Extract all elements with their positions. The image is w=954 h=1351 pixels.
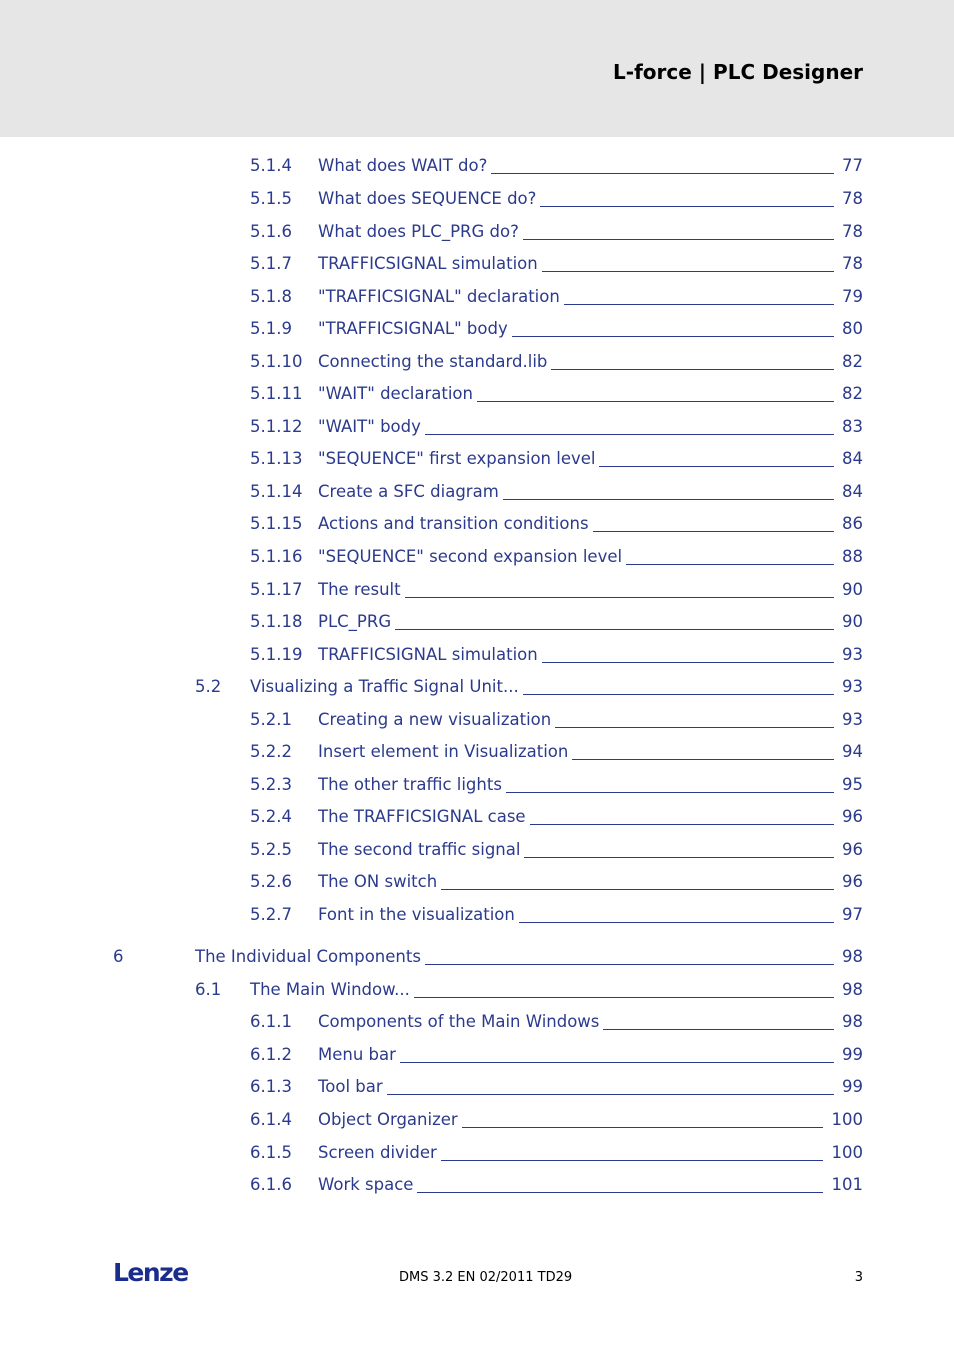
toc-title: Components of the Main Windows: [318, 1012, 600, 1031]
toc-leader-line: [395, 629, 834, 630]
toc-title: Object Organizer: [318, 1110, 458, 1129]
header-title: L-force | PLC Designer: [613, 60, 863, 84]
toc-number: 6.1.4: [250, 1110, 292, 1129]
toc-page: 78: [842, 222, 863, 241]
toc-leader-line: [477, 401, 834, 402]
toc-title: Connecting the standard.lib: [318, 352, 548, 371]
toc-leader-line: [524, 857, 834, 858]
toc-title: Font in the visualization: [318, 905, 515, 924]
toc-entry[interactable]: [250, 708, 863, 732]
toc-entry[interactable]: [250, 480, 863, 504]
toc-title: Actions and transition conditions: [318, 514, 589, 533]
toc-leader-line: [564, 304, 834, 305]
toc-entry[interactable]: [250, 220, 863, 244]
toc-page: 79: [842, 287, 863, 306]
toc-number: 5.2.6: [250, 872, 292, 891]
toc-title: The result: [318, 580, 401, 599]
toc-entry[interactable]: [250, 382, 863, 406]
toc-number: 6.1.3: [250, 1077, 292, 1096]
toc-entry[interactable]: [250, 415, 863, 439]
toc-number: 5.2.4: [250, 807, 292, 826]
toc-page: 90: [842, 612, 863, 631]
toc-leader-line: [441, 1160, 823, 1161]
toc-entry[interactable]: [250, 1010, 863, 1034]
toc-title: Screen divider: [318, 1143, 437, 1162]
toc-title: The second traffic signal: [318, 840, 521, 859]
toc-entry[interactable]: [250, 447, 863, 471]
toc-number: 5.1.12: [250, 417, 303, 436]
toc-number: 6.1.6: [250, 1175, 292, 1194]
toc-entry[interactable]: [250, 870, 863, 894]
toc-number: 5.1.11: [250, 384, 303, 403]
toc-page: 96: [842, 840, 863, 859]
toc-number: 5.2: [195, 677, 222, 696]
page-header: [0, 0, 954, 137]
toc-title: The ON switch: [318, 872, 438, 891]
toc-number: 5.2.3: [250, 775, 292, 794]
toc-leader-line: [540, 206, 834, 207]
toc-title: "TRAFFICSIGNAL" body: [318, 319, 508, 338]
toc-title: "WAIT" declaration: [318, 384, 473, 403]
toc-entry[interactable]: [250, 838, 863, 862]
toc-leader-line: [387, 1094, 834, 1095]
toc-leader-line: [512, 336, 834, 337]
toc-title: Work space: [318, 1175, 414, 1194]
toc-page: 93: [842, 645, 863, 664]
toc-number: 6.1.1: [250, 1012, 292, 1031]
toc-title: PLC_PRG: [318, 612, 392, 631]
toc-leader-line: [425, 434, 834, 435]
toc-entry[interactable]: [250, 252, 863, 276]
toc-leader-line: [400, 1062, 834, 1063]
toc-entry[interactable]: [250, 578, 863, 602]
toc-number: 5.1.14: [250, 482, 303, 501]
toc-page: 100: [831, 1110, 863, 1129]
toc-title: The TRAFFICSIGNAL case: [318, 807, 526, 826]
toc-title: "WAIT" body: [318, 417, 421, 436]
toc-entry[interactable]: [195, 978, 863, 1002]
toc-leader-line: [414, 997, 834, 998]
toc-leader-line: [523, 694, 834, 695]
toc-title: What does PLC_PRG do?: [318, 222, 519, 241]
toc-page: 88: [842, 547, 863, 566]
document-id: DMS 3.2 EN 02/2011 TD29: [399, 1270, 573, 1285]
toc-leader-line: [551, 369, 834, 370]
page-number: 3: [854, 1270, 863, 1285]
toc-page: 94: [842, 742, 863, 761]
toc-number: 5.1.13: [250, 449, 303, 468]
toc-leader-line: [523, 239, 834, 240]
toc-leader-line: [503, 499, 834, 500]
toc-leader-line: [542, 271, 834, 272]
toc-number: 5.1.5: [250, 189, 292, 208]
toc-number: 5.1.15: [250, 514, 303, 533]
toc-page: 90: [842, 580, 863, 599]
toc-title: The Main Window...: [250, 980, 410, 999]
toc-leader-line: [519, 922, 834, 923]
toc-entry[interactable]: [250, 187, 863, 211]
toc-entry[interactable]: [250, 773, 863, 797]
toc-entry[interactable]: [250, 610, 863, 634]
toc-leader-line: [506, 792, 834, 793]
toc-title: Tool bar: [318, 1077, 383, 1096]
toc-entry[interactable]: [250, 643, 863, 667]
toc-entry[interactable]: [250, 740, 863, 764]
toc-number: 5.1.7: [250, 254, 292, 273]
toc-page: 101: [831, 1175, 863, 1194]
toc-number: 5.1.18: [250, 612, 303, 631]
toc-number: 5.2.2: [250, 742, 292, 761]
toc-title: TRAFFICSIGNAL simulation: [318, 254, 538, 273]
toc-number: 5.1.10: [250, 352, 303, 371]
toc-page: 99: [842, 1077, 863, 1096]
toc-title: The other traffic lights: [318, 775, 502, 794]
toc-page: 83: [842, 417, 863, 436]
toc-leader-line: [530, 824, 834, 825]
toc-leader-line: [555, 727, 834, 728]
toc-leader-line: [425, 964, 834, 965]
toc-entry[interactable]: [250, 1108, 863, 1132]
toc-entry[interactable]: [250, 350, 863, 374]
toc-page: 98: [842, 1012, 863, 1031]
toc-page: 78: [842, 254, 863, 273]
toc-page: 96: [842, 807, 863, 826]
toc-page: 78: [842, 189, 863, 208]
toc-entry[interactable]: [113, 945, 863, 969]
toc-page: 95: [842, 775, 863, 794]
toc-leader-line: [599, 466, 834, 467]
toc-number: 5.2.7: [250, 905, 292, 924]
toc-leader-line: [603, 1029, 834, 1030]
toc-page: 84: [842, 449, 863, 468]
toc-page: 100: [831, 1143, 863, 1162]
toc-number: 5.2.5: [250, 840, 292, 859]
toc-number: 5.1.19: [250, 645, 303, 664]
toc-title: Visualizing a Traffic Signal Unit...: [250, 677, 519, 696]
lenze-logo: Lenze: [113, 1258, 188, 1287]
toc-page: 82: [842, 384, 863, 403]
toc-page: 96: [842, 872, 863, 891]
toc-number: 5.1.8: [250, 287, 292, 306]
toc-leader-line: [462, 1127, 823, 1128]
toc-page: 80: [842, 319, 863, 338]
toc-entry[interactable]: [250, 154, 863, 178]
toc-page: 93: [842, 710, 863, 729]
toc-entry[interactable]: [250, 317, 863, 341]
toc-leader-line: [405, 597, 834, 598]
toc-page: 98: [842, 980, 863, 999]
toc-leader-line: [417, 1192, 823, 1193]
toc-leader-line: [441, 889, 834, 890]
toc-entry[interactable]: [250, 903, 863, 927]
toc-leader-line: [626, 564, 834, 565]
toc-page: 84: [842, 482, 863, 501]
toc-entry[interactable]: [195, 675, 863, 699]
toc-entry[interactable]: [250, 1075, 863, 1099]
toc-number: 5.1.16: [250, 547, 303, 566]
toc-leader-line: [542, 662, 834, 663]
toc-title: Insert element in Visualization: [318, 742, 569, 761]
toc-title: Creating a new visualization: [318, 710, 552, 729]
toc-number: 6.1.2: [250, 1045, 292, 1064]
toc-leader-line: [491, 173, 834, 174]
toc-number: 6.1: [195, 980, 222, 999]
toc-page: 82: [842, 352, 863, 371]
toc-number: 5.1.17: [250, 580, 303, 599]
toc-page: 77: [842, 156, 863, 175]
toc-number: 5.2.1: [250, 710, 292, 729]
toc-page: 93: [842, 677, 863, 696]
toc-number: 5.1.6: [250, 222, 292, 241]
toc-title: TRAFFICSIGNAL simulation: [318, 645, 538, 664]
toc-title: What does SEQUENCE do?: [318, 189, 537, 208]
toc-entry[interactable]: [250, 1043, 863, 1067]
toc-entry[interactable]: [250, 805, 863, 829]
toc-entry[interactable]: [250, 512, 863, 536]
toc-title: Create a SFC diagram: [318, 482, 499, 501]
toc-page: 97: [842, 905, 863, 924]
toc-page: 98: [842, 947, 863, 966]
toc-number: 5.1.9: [250, 319, 292, 338]
toc-number: 6: [113, 947, 124, 966]
toc-title: "SEQUENCE" second expansion level: [318, 547, 623, 566]
toc-title: The Individual Components: [195, 947, 421, 966]
toc-entry[interactable]: [250, 285, 863, 309]
toc-number: 6.1.5: [250, 1143, 292, 1162]
toc-title: "SEQUENCE" first expansion level: [318, 449, 596, 468]
toc-entry[interactable]: [250, 1141, 863, 1165]
toc-page: 99: [842, 1045, 863, 1064]
toc-entry[interactable]: [250, 545, 863, 569]
toc-leader-line: [593, 531, 834, 532]
toc-number: 5.1.4: [250, 156, 292, 175]
toc-title: What does WAIT do?: [318, 156, 488, 175]
toc-page: 86: [842, 514, 863, 533]
toc-leader-line: [572, 759, 834, 760]
toc-title: "TRAFFICSIGNAL" declaration: [318, 287, 560, 306]
toc-title: Menu bar: [318, 1045, 396, 1064]
toc-entry[interactable]: [250, 1173, 863, 1197]
